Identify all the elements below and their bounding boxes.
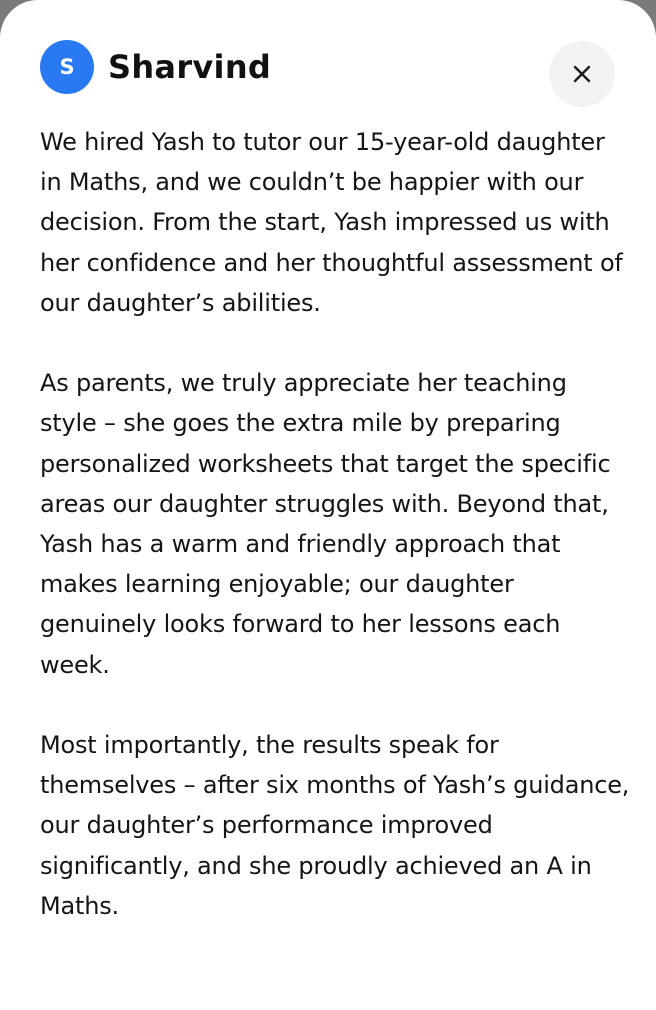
reviewer-name: Sharvind [108,48,272,86]
avatar-initial: S [59,55,75,79]
avatar [40,40,94,94]
review-paragraph: As parents, we truly appreciate her teaching style – she goes the extra mile by preparing personalized worksheets that target the specific areas our daughter struggles with. Beyond that, Yash has a warm and friendly approach that makes learning enjoyable; our daughter genuinely looks forward to her lessons each week. [40,369,611,679]
close-button[interactable] [549,41,615,107]
review-paragraph: Most importantly, the results speak for themselves – after six months of Yash’s guidance, our daughter’s performance improved significantly, and she proudly achieved an A in Maths. [40,731,630,920]
review-paragraph: We hired Yash to tutor our 15-year-old daughter in Maths, and we couldn’t be happier with our decision. From the start, Yash impressed us with her confidence and her thoughtful assessment of our daughter’s abilities. [40,128,623,317]
close-icon [572,64,592,84]
review-text [40,122,630,926]
reviewer-header [40,40,271,94]
